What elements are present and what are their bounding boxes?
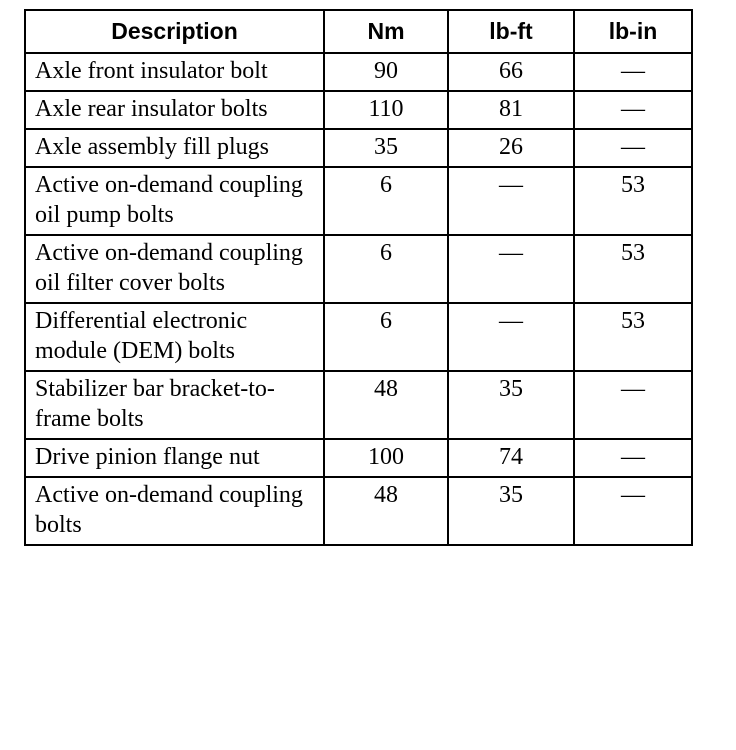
table-row bbox=[25, 129, 692, 167]
table-row bbox=[25, 91, 692, 129]
cell-nm: 100 bbox=[324, 439, 448, 477]
cell-nm: 110 bbox=[324, 91, 448, 129]
cell-lbin: — bbox=[574, 91, 692, 129]
cell-nm: 48 bbox=[324, 477, 448, 545]
cell-lbin: 53 bbox=[574, 303, 692, 371]
table-row bbox=[25, 477, 692, 545]
table-row bbox=[25, 303, 692, 371]
cell-nm: 6 bbox=[324, 303, 448, 371]
cell-description: Stabilizer bar bracket-to-frame bolts bbox=[25, 371, 324, 439]
cell-nm: 48 bbox=[324, 371, 448, 439]
cell-nm: 90 bbox=[324, 53, 448, 91]
cell-nm: 6 bbox=[324, 167, 448, 235]
table-row bbox=[25, 53, 692, 91]
cell-lbft: 66 bbox=[448, 53, 574, 91]
cell-description: Differential electronic module (DEM) bolts bbox=[25, 303, 324, 371]
table-row bbox=[25, 371, 692, 439]
cell-description: Drive pinion flange nut bbox=[25, 439, 324, 477]
header-lbft: lb-ft bbox=[448, 10, 574, 53]
header-row bbox=[25, 10, 692, 53]
header-lbin: lb-in bbox=[574, 10, 692, 53]
cell-description: Active on-demand coupling oil filter cover bolts bbox=[25, 235, 324, 303]
table-row bbox=[25, 235, 692, 303]
cell-lbin: 53 bbox=[574, 235, 692, 303]
table-row bbox=[25, 167, 692, 235]
cell-lbft: 26 bbox=[448, 129, 574, 167]
cell-lbft: 35 bbox=[448, 477, 574, 545]
cell-description: Axle assembly fill plugs bbox=[25, 129, 324, 167]
table-row bbox=[25, 439, 692, 477]
header-description: Description bbox=[25, 10, 324, 53]
cell-lbft: — bbox=[448, 167, 574, 235]
cell-lbin: — bbox=[574, 53, 692, 91]
cell-nm: 35 bbox=[324, 129, 448, 167]
cell-description: Active on-demand coupling oil pump bolts bbox=[25, 167, 324, 235]
cell-lbin: — bbox=[574, 371, 692, 439]
cell-lbin: — bbox=[574, 129, 692, 167]
cell-description: Axle rear insulator bolts bbox=[25, 91, 324, 129]
cell-description: Axle front insulator bolt bbox=[25, 53, 324, 91]
cell-nm: 6 bbox=[324, 235, 448, 303]
table-body bbox=[25, 53, 692, 545]
cell-lbft: 74 bbox=[448, 439, 574, 477]
table-header bbox=[25, 10, 692, 53]
cell-lbft: — bbox=[448, 303, 574, 371]
cell-lbft: — bbox=[448, 235, 574, 303]
cell-description: Active on-demand coupling bolts bbox=[25, 477, 324, 545]
cell-lbft: 81 bbox=[448, 91, 574, 129]
cell-lbin: 53 bbox=[574, 167, 692, 235]
torque-spec-table bbox=[24, 9, 693, 546]
cell-lbin: — bbox=[574, 439, 692, 477]
cell-lbft: 35 bbox=[448, 371, 574, 439]
header-nm: Nm bbox=[324, 10, 448, 53]
cell-lbin: — bbox=[574, 477, 692, 545]
